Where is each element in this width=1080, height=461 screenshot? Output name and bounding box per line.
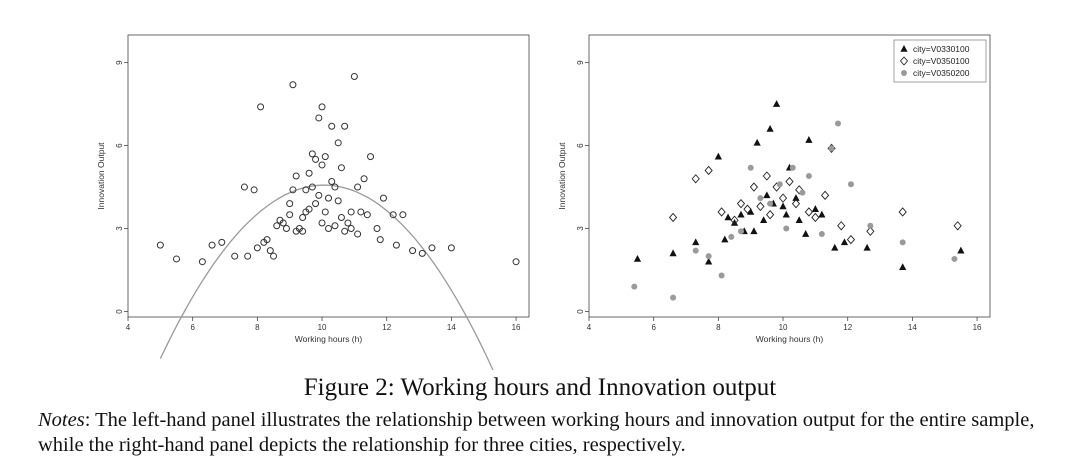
- data-point: [429, 245, 435, 251]
- data-point-series-3: [748, 165, 754, 171]
- data-point: [313, 201, 319, 207]
- x-tick-label: 16: [511, 323, 521, 332]
- data-point-series-2: [805, 208, 812, 216]
- data-point: [322, 154, 328, 160]
- data-point-series-2: [767, 211, 774, 219]
- data-point: [410, 248, 416, 254]
- data-point-series-2: [692, 175, 699, 183]
- data-point: [306, 170, 312, 176]
- data-point: [368, 154, 374, 160]
- data-point-series-2: [838, 222, 845, 230]
- data-point-series-3: [631, 284, 637, 290]
- data-point: [319, 162, 325, 168]
- data-point: [293, 173, 299, 179]
- x-tick-label: 6: [190, 323, 195, 332]
- data-point: [283, 226, 289, 232]
- y-tick-label: 9: [576, 60, 585, 65]
- data-point: [219, 239, 225, 245]
- data-point-series-1: [831, 244, 838, 251]
- data-point-series-2: [899, 208, 906, 216]
- data-point-series-1: [737, 211, 744, 218]
- data-point-series-1: [634, 255, 641, 262]
- data-point: [174, 256, 180, 262]
- data-point: [313, 156, 319, 162]
- data-point: [335, 198, 341, 204]
- data-point-series-1: [779, 202, 786, 209]
- data-point: [300, 214, 306, 220]
- data-point: [377, 237, 383, 243]
- legend-label: city=V0350100: [913, 56, 970, 66]
- data-point: [338, 165, 344, 171]
- x-tick-label: 12: [382, 323, 392, 332]
- y-axis-title: Innovation Output: [557, 142, 567, 210]
- data-point-series-1: [805, 136, 812, 143]
- data-point: [400, 212, 406, 218]
- data-point: [287, 201, 293, 207]
- data-point: [351, 73, 357, 79]
- data-point-series-3: [777, 181, 783, 187]
- data-point-series-2: [812, 213, 819, 221]
- data-point: [332, 223, 338, 229]
- data-point-series-1: [864, 244, 871, 251]
- data-point-series-3: [719, 273, 725, 279]
- data-point-series-1: [724, 213, 731, 220]
- data-point-series-2: [954, 222, 961, 230]
- data-point-series-2: [847, 236, 854, 244]
- plot-frame: [128, 35, 529, 317]
- x-tick-label: 16: [972, 323, 982, 332]
- data-point: [358, 209, 364, 215]
- y-tick-label: 0: [115, 309, 124, 314]
- figure-caption: Figure 2: Working hours and Innovation output: [303, 374, 777, 401]
- data-point-series-1: [721, 236, 728, 243]
- data-point-series-3: [728, 234, 734, 240]
- data-point-series-1: [841, 238, 848, 245]
- figure-notes: [38, 408, 1068, 458]
- data-point: [258, 104, 264, 110]
- data-point-series-1: [760, 216, 767, 223]
- y-tick-label: 9: [115, 60, 124, 65]
- data-point: [157, 242, 163, 248]
- x-tick-label: 8: [255, 323, 260, 332]
- data-point-series-1: [796, 216, 803, 223]
- data-point-series-1: [763, 191, 770, 198]
- data-point-series-3: [783, 226, 789, 232]
- data-point: [241, 184, 247, 190]
- data-point: [448, 245, 454, 251]
- data-point: [290, 82, 296, 88]
- y-tick-label: 6: [576, 143, 585, 148]
- data-point-series-3: [757, 195, 763, 201]
- data-point-series-3: [767, 201, 773, 207]
- data-point-series-3: [951, 256, 957, 262]
- data-point-series-3: [790, 165, 796, 171]
- data-point: [361, 176, 367, 182]
- data-point-series-3: [829, 145, 835, 151]
- x-tick-label: 14: [446, 323, 456, 332]
- notes-lead: Notes: [38, 409, 85, 431]
- data-point-series-1: [783, 211, 790, 218]
- data-point: [322, 209, 328, 215]
- legend-label: city=V0330100: [913, 44, 970, 54]
- data-point: [419, 250, 425, 256]
- data-point-series-2: [750, 183, 757, 191]
- data-point: [199, 259, 205, 265]
- x-tick-label: 8: [716, 323, 721, 332]
- data-point-series-1: [812, 205, 819, 212]
- x-tick-label: 4: [586, 323, 592, 332]
- y-tick-label: 3: [115, 226, 124, 231]
- data-point: [209, 242, 215, 248]
- data-point: [513, 259, 519, 265]
- data-point-series-1: [899, 263, 906, 270]
- data-point-series-3: [693, 248, 699, 254]
- data-point-series-2: [705, 166, 712, 174]
- data-point: [245, 253, 251, 259]
- data-point: [380, 195, 386, 201]
- data-point: [355, 184, 361, 190]
- data-point-series-1: [754, 139, 761, 146]
- x-tick-label: 12: [843, 323, 853, 332]
- data-point: [287, 212, 293, 218]
- legend-label: city=V0350200: [913, 68, 970, 78]
- data-point-series-1: [669, 249, 676, 256]
- data-point-series-2: [780, 194, 787, 202]
- legend-marker: [901, 70, 907, 76]
- data-point-series-3: [848, 181, 854, 187]
- data-point: [393, 242, 399, 248]
- x-tick-label: 4: [125, 323, 131, 332]
- data-point-series-1: [692, 238, 699, 245]
- data-point: [329, 179, 335, 185]
- data-point: [374, 226, 380, 232]
- notes-text: : The left-hand panel illustrates the relationship between working hours and innovation output for the entire sample, while the right-hand panel depicts the relationship for three cities, respectively.: [38, 409, 1035, 456]
- data-point: [271, 253, 277, 259]
- x-tick-label: 10: [778, 323, 788, 332]
- data-point-series-2: [737, 200, 744, 208]
- y-axis-title: Innovation Output: [96, 142, 106, 210]
- data-point: [319, 104, 325, 110]
- data-point: [326, 195, 332, 201]
- left-panel: [96, 35, 529, 370]
- data-point: [251, 187, 257, 193]
- data-point: [348, 209, 354, 215]
- data-point: [342, 228, 348, 234]
- data-point-series-2: [670, 213, 677, 221]
- data-point-series-3: [738, 228, 744, 234]
- data-point: [316, 115, 322, 121]
- data-point-series-3: [799, 190, 805, 196]
- y-tick-label: 6: [115, 143, 124, 148]
- data-point: [254, 245, 260, 251]
- data-point: [319, 220, 325, 226]
- data-point-series-1: [773, 100, 780, 107]
- data-point-series-1: [750, 227, 757, 234]
- data-point-series-1: [818, 211, 825, 218]
- data-point: [309, 151, 315, 157]
- data-point-series-2: [718, 208, 725, 216]
- data-point: [316, 192, 322, 198]
- data-point: [348, 226, 354, 232]
- data-point: [332, 184, 338, 190]
- x-tick-label: 10: [317, 323, 327, 332]
- data-point: [326, 226, 332, 232]
- data-point: [309, 184, 315, 190]
- data-point: [335, 140, 341, 146]
- y-tick-label: 3: [576, 226, 585, 231]
- data-point-series-3: [867, 223, 873, 229]
- data-point-series-3: [806, 173, 812, 179]
- data-point-series-2: [786, 178, 793, 186]
- data-point: [267, 248, 273, 254]
- y-tick-label: 0: [576, 309, 585, 314]
- data-point-series-2: [822, 191, 829, 199]
- data-point-series-3: [706, 253, 712, 259]
- data-point: [364, 212, 370, 218]
- data-point-series-3: [819, 231, 825, 237]
- data-point-series-2: [757, 202, 764, 210]
- data-point-series-1: [957, 247, 964, 254]
- data-point: [355, 231, 361, 237]
- data-point-series-2: [763, 172, 770, 180]
- data-point-series-1: [766, 125, 773, 132]
- data-point-series-1: [802, 230, 809, 237]
- data-point-series-1: [715, 153, 722, 160]
- x-axis-title: Working hours (h): [294, 334, 363, 344]
- data-point: [345, 220, 351, 226]
- data-point: [342, 123, 348, 129]
- x-axis-title: Working hours (h): [755, 334, 824, 344]
- x-tick-label: 14: [907, 323, 917, 332]
- x-tick-label: 6: [651, 323, 656, 332]
- data-point-series-3: [670, 295, 676, 301]
- data-point-series-3: [900, 239, 906, 245]
- data-point: [274, 223, 280, 229]
- data-point-series-3: [835, 120, 841, 126]
- data-point: [232, 253, 238, 259]
- data-point: [338, 214, 344, 220]
- right-panel: [557, 35, 990, 344]
- data-point: [329, 123, 335, 129]
